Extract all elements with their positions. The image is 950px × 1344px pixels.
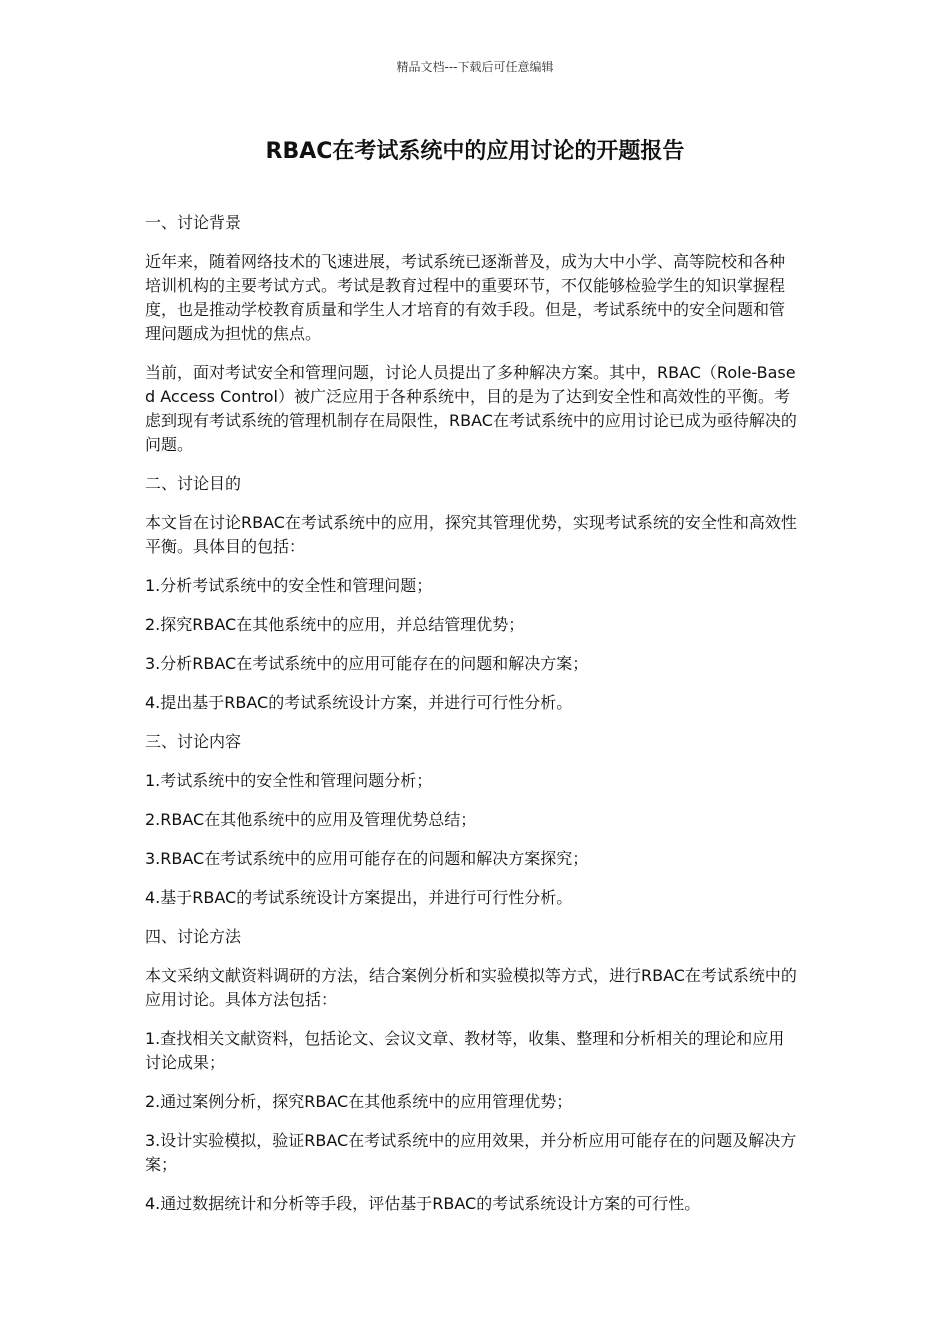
paragraph: 本文旨在讨论RBAC在考试系统中的应用，探究其管理优势，实现考试系统的安全性和高效性平衡。具体目的包括： (145, 513, 797, 556)
section-content (145, 730, 800, 910)
list-item: 1.分析考试系统中的安全性和管理问题； (145, 576, 433, 595)
section-heading: 三、讨论内容 (145, 732, 242, 751)
list-item: 2.通过案例分析，探究RBAC在其他系统中的应用管理优势； (145, 1092, 573, 1111)
section-heading: 一、讨论背景 (145, 213, 242, 232)
list-item: 3.分析RBAC在考试系统中的应用可能存在的问题和解决方案； (145, 654, 589, 673)
section-background (145, 211, 800, 457)
section-heading: 四、讨论方法 (145, 927, 242, 946)
section-purpose (145, 472, 800, 715)
page-header: 精品文档---下载后可任意编辑 (396, 60, 554, 74)
document-body (145, 211, 800, 1231)
list-item: 4.提出基于RBAC的考试系统设计方案，并进行可行性分析。 (145, 693, 573, 712)
list-item: 1.考试系统中的安全性和管理问题分析； (145, 771, 433, 790)
section-heading: 二、讨论目的 (145, 474, 242, 493)
list-item: 4.通过数据统计和分析等手段，评估基于RBAC的考试系统设计方案的可行性。 (145, 1194, 701, 1213)
paragraph: 本文采纳文献资料调研的方法，结合案例分析和实验模拟等方式，进行RBAC在考试系统中的应用讨论。具体方法包括： (145, 966, 797, 1009)
list-item: 2.RBAC在其他系统中的应用及管理优势总结； (145, 810, 477, 829)
list-item: 3.RBAC在考试系统中的应用可能存在的问题和解决方案探究； (145, 849, 589, 868)
paragraph: 当前，面对考试安全和管理问题，讨论人员提出了多种解决方案。其中，RBAC（Role-Based Access Control）被广泛应用于各种系统中，目的是为了达到安全性和高效性的平衡。考虑到现有考试系统的管理机制存在局限性，RBAC在考试系统中的应用讨论已成为亟待解决的问题。 (145, 363, 797, 454)
list-item: 4.基于RBAC的考试系统设计方案提出，并进行可行性分析。 (145, 888, 573, 907)
document-title: RBAC在考试系统中的应用讨论的开题报告 (265, 139, 685, 164)
paragraph: 近年来，随着网络技术的飞速进展，考试系统已逐渐普及，成为大中小学、高等院校和各种培训机构的主要考试方式。考试是教育过程中的重要环节，不仅能够检验学生的知识掌握程度，也是推动学校教育质量和学生人才培育的有效手段。但是，考试系统中的安全问题和管理问题成为担忧的焦点。 (145, 252, 786, 343)
list-item: 3.设计实验模拟，验证RBAC在考试系统中的应用效果，并分析应用可能存在的问题及解决方案； (145, 1131, 797, 1174)
section-method (145, 925, 800, 1216)
list-item: 2.探究RBAC在其他系统中的应用，并总结管理优势； (145, 615, 525, 634)
list-item: 1.查找相关文献资料，包括论文、会议文章、教材等，收集、整理和分析相关的理论和应用讨论成果； (145, 1029, 785, 1072)
